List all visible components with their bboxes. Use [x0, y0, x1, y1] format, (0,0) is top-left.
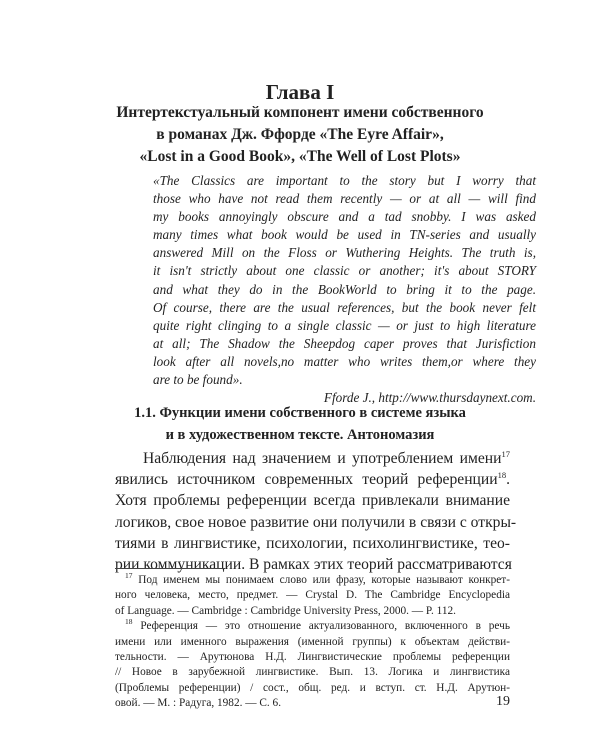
epigraph-line: and what they do in the BookWorld to bring it to the page.	[153, 281, 536, 297]
body-line: логиков, свое новое развитие они получили в связи с откры-	[115, 513, 517, 531]
body-line-end: .	[506, 471, 510, 489]
body-line: рии коммуникации. В рамках этих теорий рассматриваются	[115, 556, 512, 574]
footnote-line: имени или именного выражения (именной группы) к объектам действи-	[115, 635, 510, 648]
section-title-line: 1.1. Функции имени собственного в системе языка	[134, 405, 466, 421]
page-number: 19	[496, 694, 510, 709]
footnote-divider	[115, 568, 225, 569]
footnote-line: овой. — М. : Радуга, 1982. — С. 6.	[115, 697, 282, 710]
footnote-line: // Новое в зарубежной лингвистике. Вып. 13. Логика и лингвистика	[115, 666, 510, 679]
chapter-subtitle-line: «Lost in a Good Book», «The Well of Lost Plots»	[139, 148, 461, 165]
section-title	[90, 402, 510, 446]
footnote-text: Под именем мы понимаем слово или фразу, которые называют конкрет-	[132, 574, 510, 586]
epigraph-line: quite right clinging to a single classic — or just to high literature	[153, 317, 536, 333]
epigraph-line: answered Mill on the Floss or Wuthering Heights. The truth is,	[153, 245, 536, 261]
body-line-text: явились источником современных теорий референции	[115, 471, 498, 489]
section-title-line: и в художественном тексте. Антономазия	[165, 427, 435, 443]
footnote-line: (Проблемы референции) / сост., общ. ред. и вступ. ст. Н.Д. Арутюн-	[115, 681, 510, 694]
chapter-title: Глава I	[265, 80, 335, 104]
epigraph-line: those who have not read them recently — or at all — will find	[153, 191, 536, 207]
epigraph-line: at all; The Shadow the Sheepdog caper proves that Jurisfiction	[153, 335, 536, 351]
footnote-ref: 17	[501, 448, 510, 459]
body-line-text: Наблюдения над значением и употреблением имени	[143, 450, 502, 467]
epigraph-line: my books annoyingly obscure and a tad snobby. I was asked	[153, 209, 536, 225]
footnote-line: ного человека, место, предмет. — Crystal D. The Cambridge Encyclopedia	[115, 589, 510, 602]
epigraph-attribution: Fforde J., http://www.thursdaynext.com.	[323, 390, 536, 406]
epigraph-line: look after all novels,no matter who writes them,or where they	[153, 353, 536, 369]
body-line: Хотя проблемы референции всегда привлекали внимание	[115, 492, 510, 510]
epigraph-line: Of course, there are the usual references, but the book never felt	[153, 299, 536, 315]
footnote-text: Референция — это отношение актуализованного, включенного в речь	[132, 620, 510, 633]
epigraph-line: are to be found».	[153, 372, 243, 388]
chapter-subtitle-line: в романах Дж. Ффорде «The Eyre Affair»,	[156, 126, 444, 143]
footnote-ref: 18	[497, 470, 507, 481]
footnotes	[115, 573, 510, 712]
body-text	[115, 448, 517, 575]
footnote-line	[115, 573, 510, 588]
epigraph-line: «The Classics are important to the story but I worry that	[153, 173, 536, 188]
footnote-line: of Language. — Cambridge : Cambridge University Press, 2000. — P. 112.	[115, 604, 456, 617]
footnote-mark: 18	[125, 617, 133, 627]
footnote-line	[115, 619, 510, 634]
footnote-line: тельности. — Арутюнова Н.Д. Лингвистические проблемы референции	[115, 651, 510, 664]
chapter-subtitle-line: Интертекстуальный компонент имени собственного	[116, 104, 484, 121]
body-line	[115, 448, 510, 469]
body-line	[115, 469, 510, 490]
body-line: тиями в лингвистике, психологии, психолингвистике, тео-	[115, 534, 510, 552]
chapter-subtitle	[80, 102, 520, 168]
footnote-mark: 17	[125, 571, 133, 581]
epigraph-line: it isn't strictly about one classic or another; it's about STORY	[153, 263, 536, 279]
epigraph-line: many times what book would be used in TN-series and usually	[153, 227, 536, 243]
epigraph	[153, 172, 536, 407]
